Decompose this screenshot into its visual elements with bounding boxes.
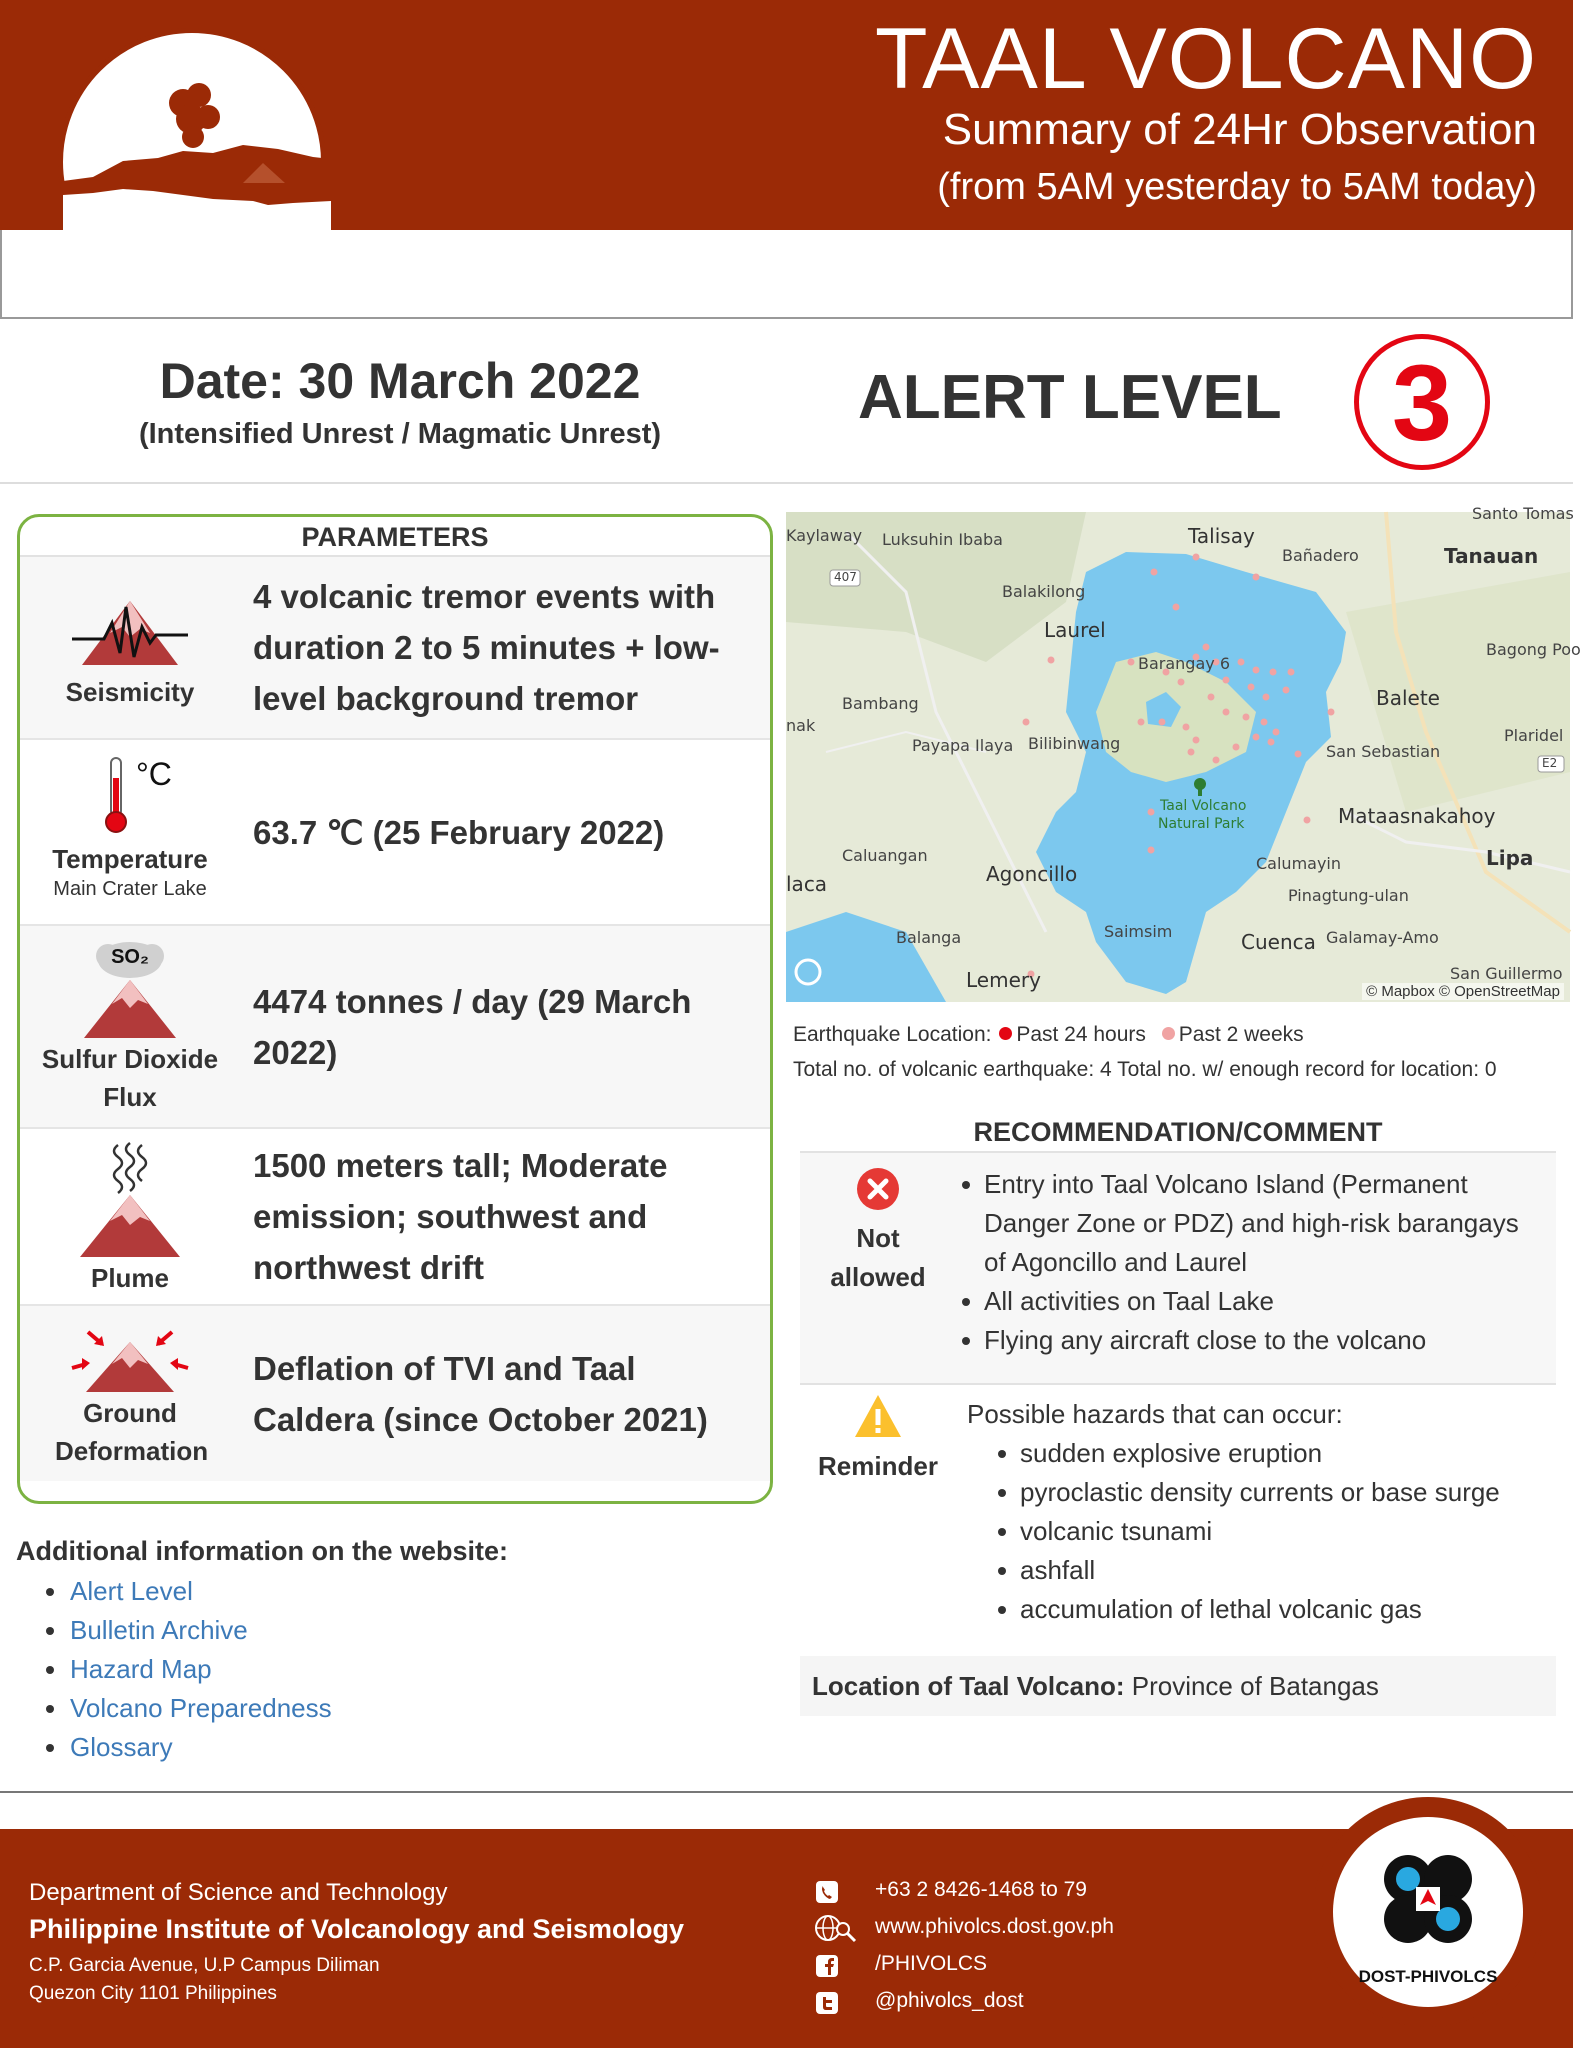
reminder-block: Reminder Possible hazards that can occur: sudden explosive eruption pyroclastic density currents or base surge volcanic tsunami ashfall accumulation of lethal volcanic gas bbox=[800, 1385, 1556, 1653]
volcano-location: Location of Taal Volcano: Province of Batangas bbox=[800, 1656, 1556, 1716]
alert-level-label: ALERT LEVEL bbox=[858, 363, 1282, 432]
volcano-logo bbox=[58, 28, 326, 296]
parameter-row-ground-deformation bbox=[20, 1306, 770, 1481]
hazard-list: sudden explosive eruption pyroclastic density currents or base surge volcanic tsunami ashfall accumulation of lethal volcanic gas bbox=[994, 1434, 1534, 1629]
plume-label: Plume bbox=[90, 1263, 170, 1293]
link-alert-level[interactable]: Alert Level bbox=[46, 1572, 332, 1611]
temperature-sublabel: Main Crater Lake bbox=[53, 878, 207, 900]
seismicity-value: 4 volcanic tremor events with duration 2 to 5 minutes + low-level background tremor bbox=[253, 578, 720, 717]
phone-icon bbox=[815, 1880, 839, 1904]
so2-value: 4474 tonnes / day (29 March 2022) bbox=[253, 982, 692, 1071]
unrest-status: (Intensified Unrest / Magmatic Unrest) bbox=[138, 418, 662, 450]
header-divider bbox=[0, 317, 1573, 319]
link-volcano-preparedness[interactable]: Volcano Preparedness bbox=[46, 1689, 332, 1728]
dost-phivolcs-logo: DOST-PHIVOLCS bbox=[1333, 1817, 1523, 2007]
alert-level-badge: 3 bbox=[1354, 334, 1490, 470]
map-attribution[interactable]: © Mapbox © OpenStreetMap bbox=[1362, 983, 1564, 1000]
seismicity-icon bbox=[70, 593, 190, 673]
footer-department: Department of Science and Technology bbox=[29, 1879, 448, 1906]
link-glossary[interactable]: Glossary bbox=[46, 1728, 332, 1767]
recommendation-title: RECOMMENDATION/COMMENT bbox=[973, 1117, 1383, 1147]
plume-icon bbox=[70, 1141, 190, 1259]
temperature-label: Temperature bbox=[52, 844, 208, 874]
ground-deformation-label: Ground Deformation bbox=[55, 1398, 209, 1466]
parameters-title: PARAMETERS bbox=[20, 517, 770, 557]
so2-label: Sulfur Dioxide Flux bbox=[41, 1044, 219, 1112]
not-allowed-icon bbox=[856, 1167, 900, 1211]
link-bulletin-archive[interactable]: Bulletin Archive bbox=[46, 1611, 332, 1650]
twitter-icon bbox=[815, 1991, 839, 2015]
footer-address-line1: C.P. Garcia Avenue, U.P Campus Diliman bbox=[29, 1955, 380, 1976]
status-divider bbox=[0, 482, 1573, 484]
facebook-icon bbox=[815, 1954, 839, 1978]
parameter-row-so2 bbox=[20, 926, 770, 1129]
footer-institute: Philippine Institute of Volcanology and Seismology bbox=[29, 1914, 685, 1944]
globe-search-icon bbox=[815, 1913, 859, 1943]
parameter-row-plume bbox=[20, 1129, 770, 1306]
temperature-value: 63.7 ℃ (25 February 2022) bbox=[253, 813, 665, 851]
past-24-hours-dot bbox=[999, 1027, 1012, 1040]
not-allowed-block: Not allowed Entry into Taal Volcano Island (Permanent Danger Zone or PDZ) and high-risk barangays of Agoncillo and Laurel All activities on Taal Lake Flying any aircraft close to the volcano bbox=[800, 1153, 1556, 1383]
page-title: TAAL VOLCANO bbox=[875, 11, 1537, 107]
seismicity-label: Seismicity bbox=[65, 677, 195, 707]
not-allowed-list: Entry into Taal Volcano Island (Permanent Danger Zone or PDZ) and high-risk barangays of Agoncillo and Laurel All activities on Taal Lake Flying any aircraft close to the volcano bbox=[958, 1165, 1538, 1360]
bulletin-date: Date: 30 March 2022 bbox=[159, 353, 641, 409]
warning-icon bbox=[853, 1393, 903, 1439]
parameter-row-temperature bbox=[20, 740, 770, 926]
ground-deformation-icon bbox=[70, 1324, 190, 1394]
plume-value: 1500 meters tall; Moderate emission; southwest and northwest drift bbox=[253, 1147, 668, 1286]
link-hazard-map[interactable]: Hazard Map bbox=[46, 1650, 332, 1689]
thermometer-icon: °C bbox=[80, 756, 180, 836]
parameter-row-seismicity bbox=[20, 557, 770, 740]
reminder-intro: Possible hazards that can occur: bbox=[967, 1399, 1343, 1429]
ground-deformation-value: Deflation of TVI and Taal Caldera (since October 2021) bbox=[253, 1349, 708, 1438]
footer-divider bbox=[0, 1791, 1573, 1793]
parameters-panel bbox=[17, 514, 773, 1504]
additional-info-title: Additional information on the website: bbox=[16, 1536, 508, 1566]
earthquake-legend: Earthquake Location: Past 24 hours Past 2 weeks bbox=[793, 1023, 1304, 1046]
footer-address-line2: Quezon City 1101 Philippines bbox=[29, 1983, 277, 2004]
observation-period: (from 5AM yesterday to 5AM today) bbox=[937, 166, 1537, 208]
page-subtitle: Summary of 24Hr Observation bbox=[942, 105, 1537, 154]
so2-cloud-icon: SO₂ bbox=[70, 940, 190, 1040]
earthquake-map[interactable]: Kaylaway Luksuhin Ibaba Talisay Bañadero Tanauan Bagong Poo 407 Balakilong Laurel Barangay 6 Balete Bambang nak Payapa Ilaya Bilibinwang San Sebastian E2 Plaridel Taal Volcano Natural Park Mataasnakahoy Caluangan Agoncillo Calumayin Lipa laca Pinagtung-ulan Balanga Saimsim Cuenca Galamay-Amo Lemery San Guillermo Santo Tomas © Mapbox © OpenStreetMap bbox=[786, 504, 1581, 1000]
additional-links bbox=[46, 1572, 332, 1767]
earthquake-totals: Total no. of volcanic earthquake: 4 Total no. w/ enough record for location: 0 bbox=[793, 1058, 1497, 1081]
past-2-weeks-dot bbox=[1162, 1027, 1175, 1040]
